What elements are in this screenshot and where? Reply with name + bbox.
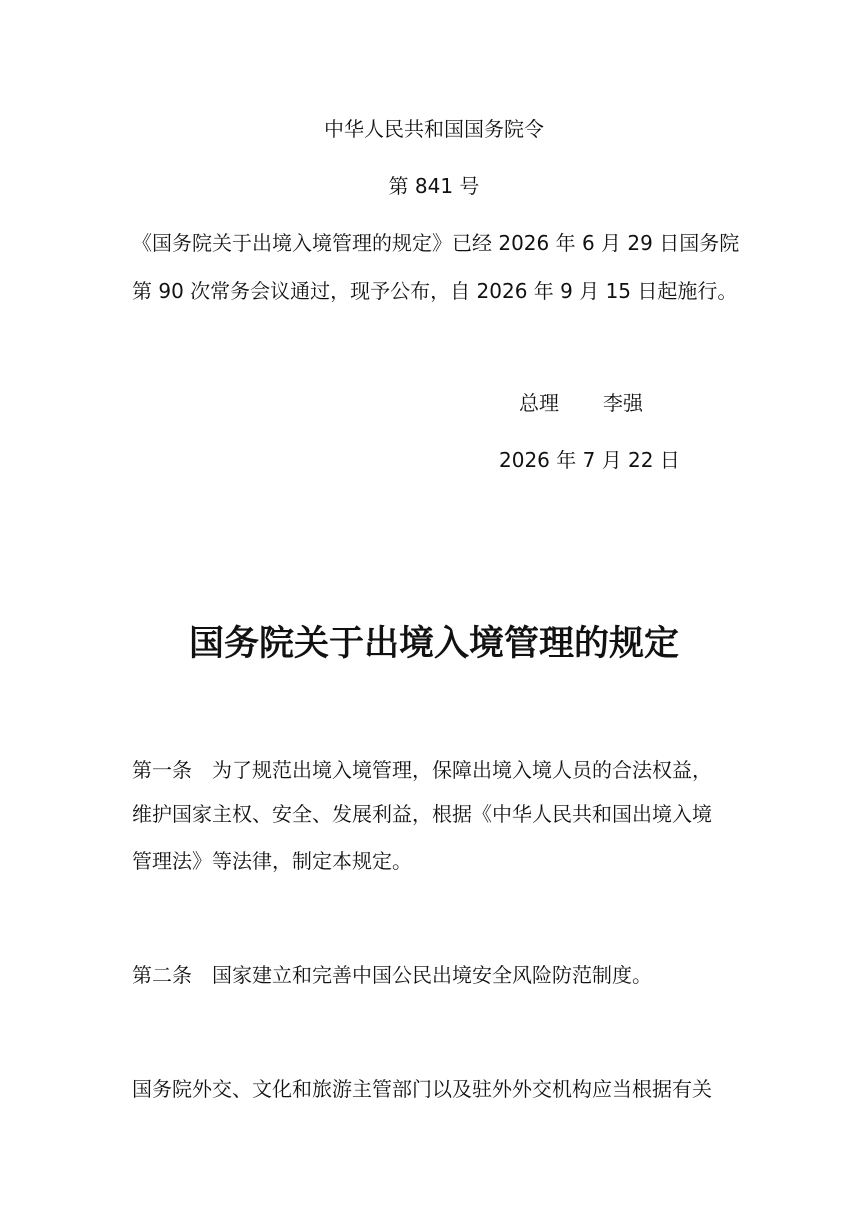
article-1-line-2: 维护国家主权、安全、发展利益，根据《中华人民共和国出境入境	[132, 802, 712, 826]
decree-issuer: 中华人民共和国国务院令	[324, 117, 544, 141]
signatory-title: 总理	[519, 391, 559, 415]
decree-number: 第 841 号	[388, 174, 480, 198]
regulation-title: 国务院关于出境入境管理的规定	[188, 624, 679, 664]
article-2-line	[132, 961, 652, 989]
signature-block	[519, 389, 643, 417]
announcement-line-1: 《国务院关于出境入境管理的规定》已经 2026 年 6 月 29 日国务院	[132, 231, 740, 255]
decree-date: 2026 年 7 月 22 日	[499, 448, 680, 472]
article-1-label: 第一条	[132, 758, 192, 782]
article-1-text-1: 为了规范出境入境管理，保障出境入境人员的合法权益，	[212, 758, 712, 782]
article-1-line-3: 管理法》等法律，制定本规定。	[132, 849, 412, 873]
paragraph-3-line: 国务院外交、文化和旅游主管部门以及驻外外交机构应当根据有关	[132, 1077, 712, 1101]
article-2-text: 国家建立和完善中国公民出境安全风险防范制度。	[212, 963, 652, 987]
announcement-line-2: 第 90 次常务会议通过，现予公布，自 2026 年 9 月 15 日起施行。	[132, 279, 738, 303]
signatory-name: 李强	[603, 391, 643, 415]
article-1-line-1	[132, 756, 712, 784]
article-2-label: 第二条	[132, 963, 192, 987]
